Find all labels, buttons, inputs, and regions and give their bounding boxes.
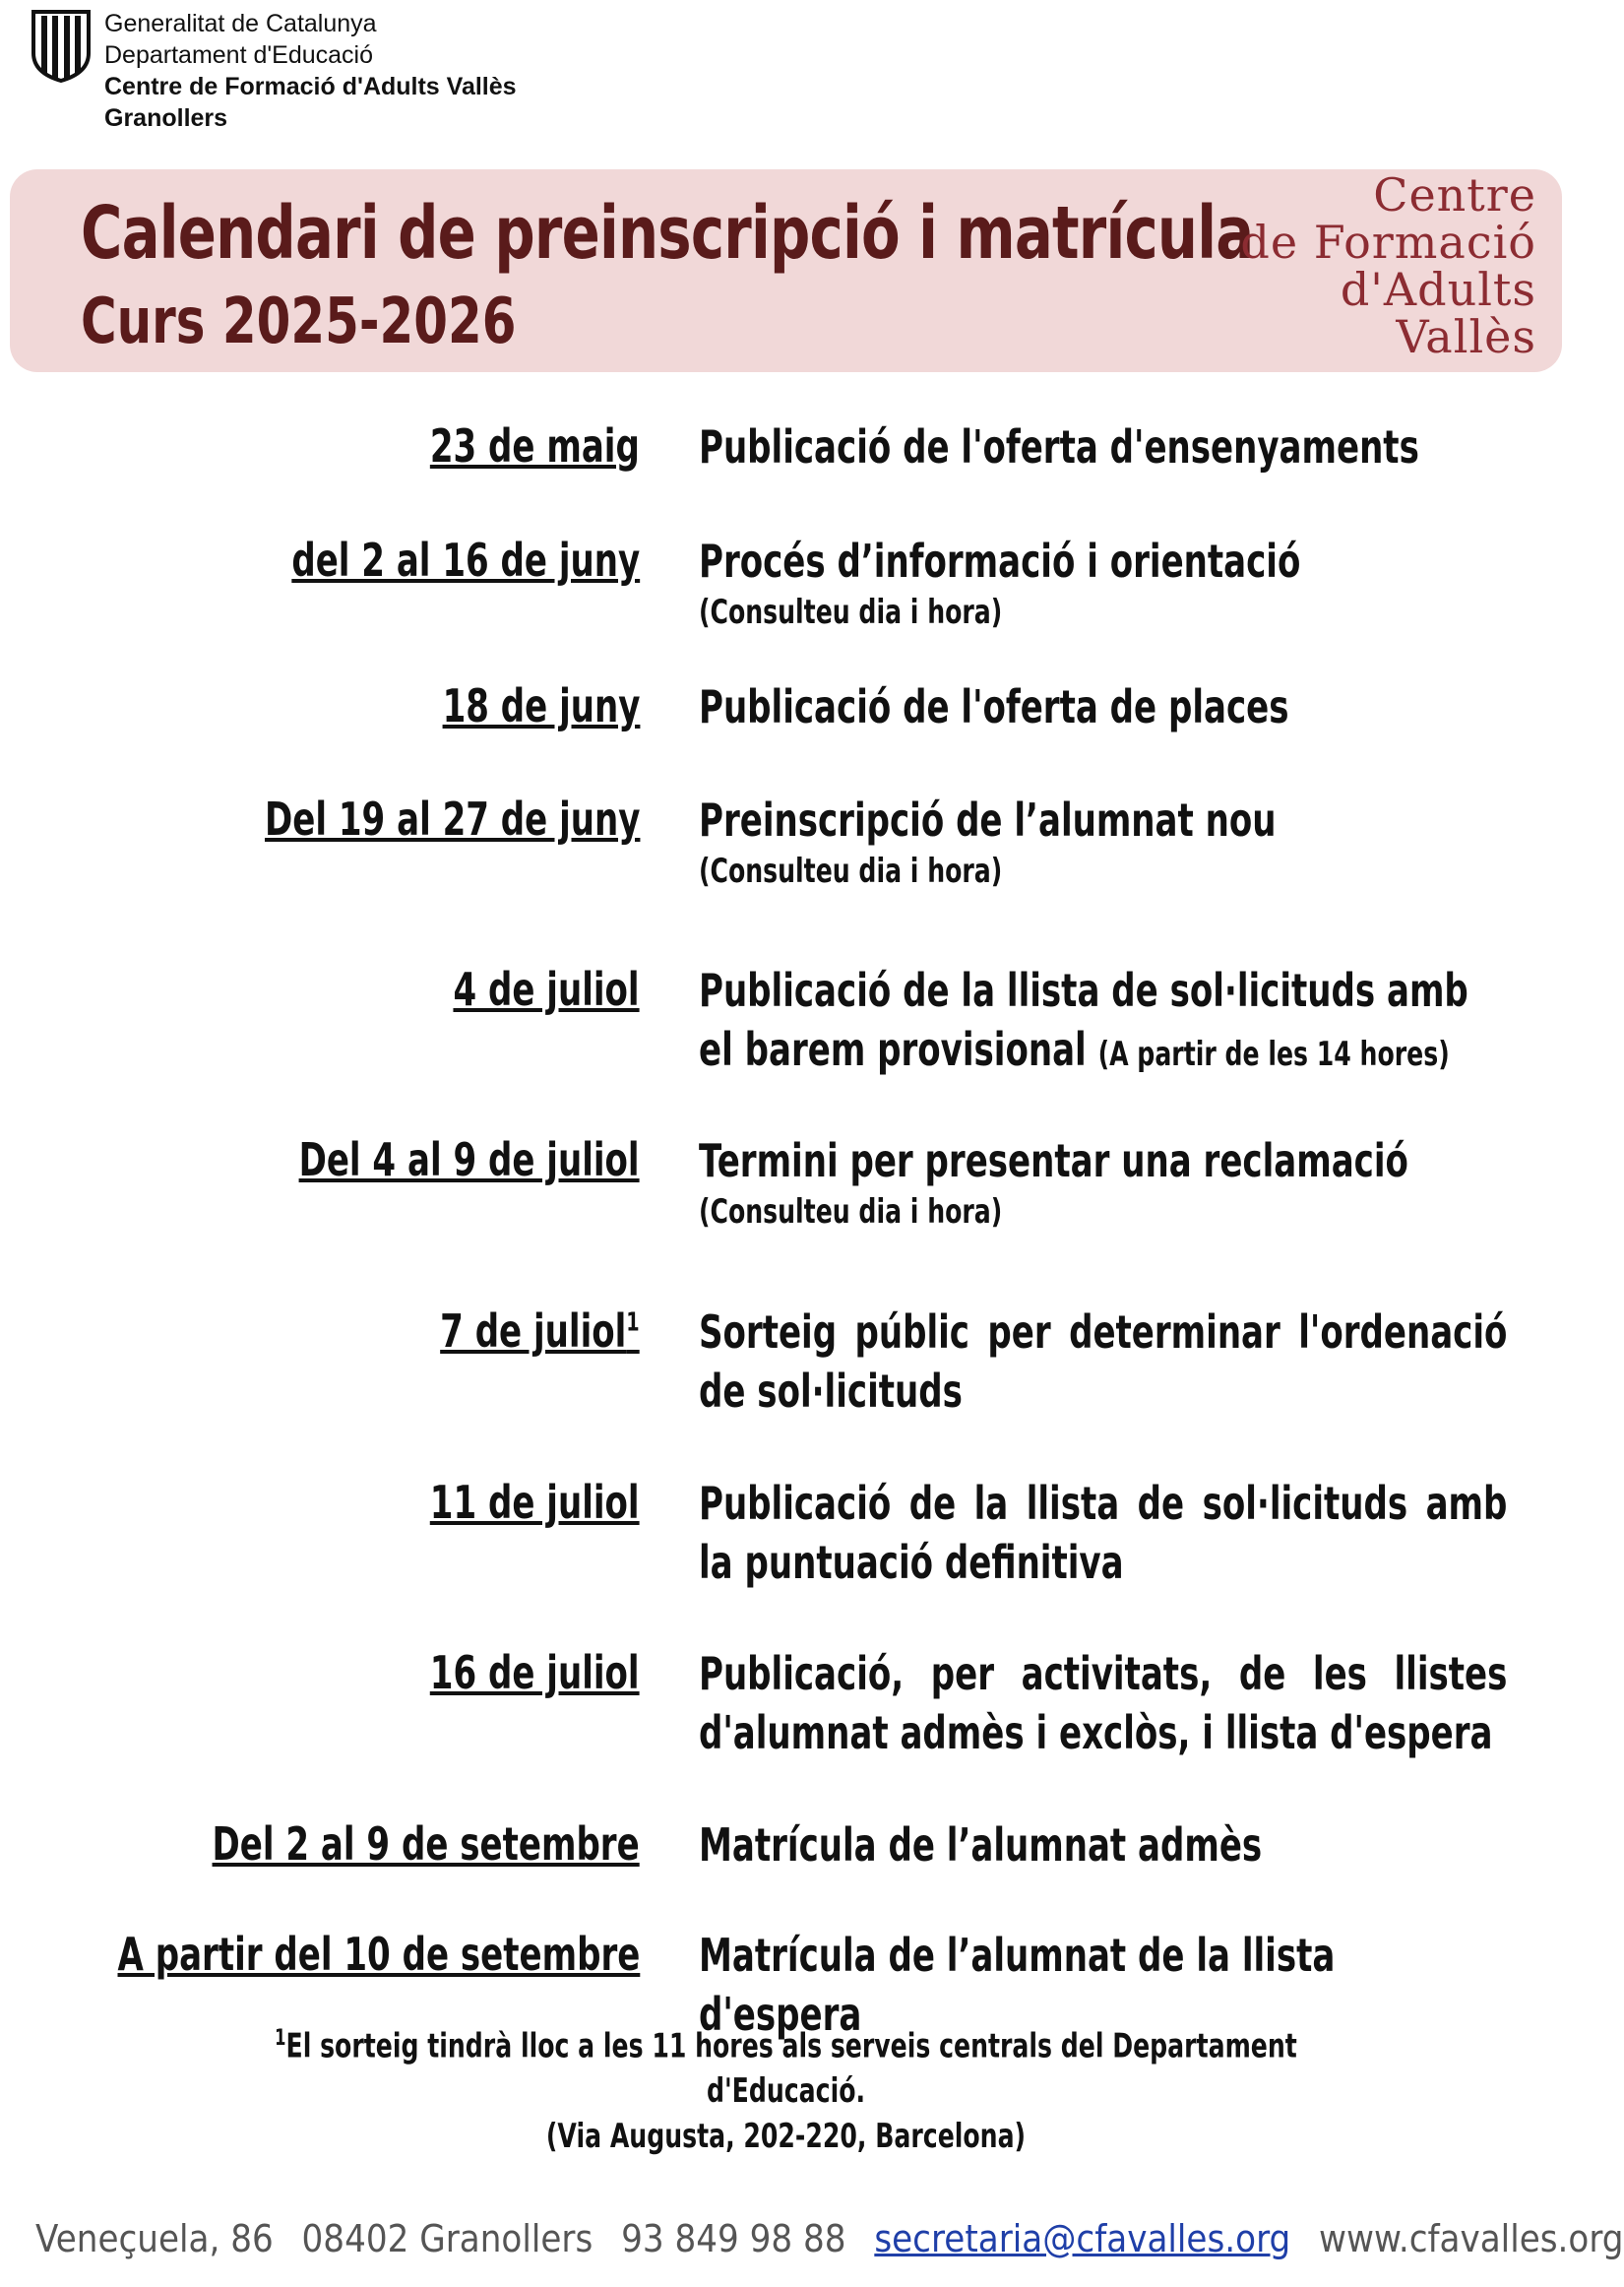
schedule-description: Publicació de la llista de sol·licituds amb la puntuació definitiva (699, 1477, 1508, 1589)
schedule-note: (Consulteu dia i hora) (699, 852, 1003, 891)
course-year: Curs 2025-2026 (81, 286, 517, 358)
schedule-date: 4 de juliol (453, 963, 640, 1016)
contact-footer (35, 2217, 1624, 2260)
schedule-description: Matrícula de l’alumnat admès (699, 1818, 1263, 1872)
page-title: Calendari de preinscripció i matrícula (81, 191, 1254, 276)
footer-address: Veneçuela, 86 (35, 2217, 274, 2260)
brand-line: d'Adults (1340, 263, 1536, 316)
title-banner (10, 169, 1562, 372)
schedule-date-text: 7 de juliol (440, 1304, 627, 1358)
schedule-description: Procés d’informació i orientació (699, 535, 1301, 588)
schedule-date: 11 de juliol (430, 1476, 640, 1529)
footnote-marker: 1 (626, 1307, 640, 1338)
brand-line: de Formació (1240, 216, 1536, 269)
schedule-description: Publicació, per activitats, de les llistes d'alumnat admès i exclòs, i llista d'espera (699, 1647, 1508, 1759)
brand-line: Vallès (1396, 310, 1536, 363)
header-centre: Centre de Formació d'Adults Vallès (104, 73, 517, 100)
schedule-date: Del 4 al 9 de juliol (298, 1133, 640, 1186)
schedule-note: (Consulteu dia i hora) (699, 593, 1003, 632)
header-city: Granollers (104, 104, 228, 132)
header-text (104, 8, 517, 134)
schedule-date: Del 19 al 27 de juny (264, 793, 640, 846)
schedule-date: 23 de maig (429, 419, 640, 473)
header (30, 8, 517, 134)
schedule-date (440, 1302, 640, 1360)
schedule-date: Del 2 al 9 de setembre (212, 1817, 640, 1871)
schedule-date: 16 de juliol (430, 1646, 640, 1699)
footnote-marker: 1 (275, 2026, 286, 2051)
centre-brand-logo (1240, 168, 1536, 363)
schedule-note: (A partir de les 14 hores) (1097, 1035, 1450, 1074)
footer-phone[interactable]: 93 849 98 88 (621, 2217, 846, 2260)
schedule-date: 18 de juny (442, 679, 640, 732)
footnote-address: (Via Augusta, 202-220, Barcelona) (545, 2117, 1027, 2157)
schedule-description: Preinscripció de l’alumnat nou (699, 794, 1277, 847)
schedule-description-main: Publicació de la llista de sol·licituds amb el barem provisional (699, 964, 1468, 1076)
footnote-text: El sorteig tindrà lloc a les 11 hores als serveis centrals del Departament d'Educació. (285, 2026, 1297, 2112)
schedule-description: Termini per presentar una reclamació (699, 1134, 1408, 1187)
schedule-description: Publicació de l'oferta de places (699, 680, 1289, 733)
header-department: Departament d'Educació (104, 41, 373, 69)
footer-email-link[interactable]: secretaria@cfavalles.org (874, 2217, 1291, 2260)
schedule-description: Matrícula de l’alumnat de la llista d'espera (699, 1929, 1336, 2041)
schedule-description (699, 961, 1507, 1084)
footnote (0, 2016, 1572, 2159)
schedule-note: (Consulteu dia i hora) (699, 1192, 1003, 1232)
schedule-description: Sorteig públic per determinar l'ordenació de sol·licituds (699, 1305, 1508, 1418)
footer-website-link[interactable]: www.cfavalles.org (1319, 2217, 1624, 2260)
schedule-date: A partir del 10 de setembre (117, 1928, 640, 1981)
brand-line: Centre (1373, 168, 1536, 222)
header-generalitat: Generalitat de Catalunya (104, 10, 377, 37)
schedule-date: del 2 al 16 de juny (291, 534, 640, 587)
generalitat-logo-icon (30, 8, 93, 83)
footer-city: 08402 Granollers (301, 2217, 593, 2260)
schedule-description: Publicació de l'oferta d'ensenyaments (699, 420, 1419, 474)
